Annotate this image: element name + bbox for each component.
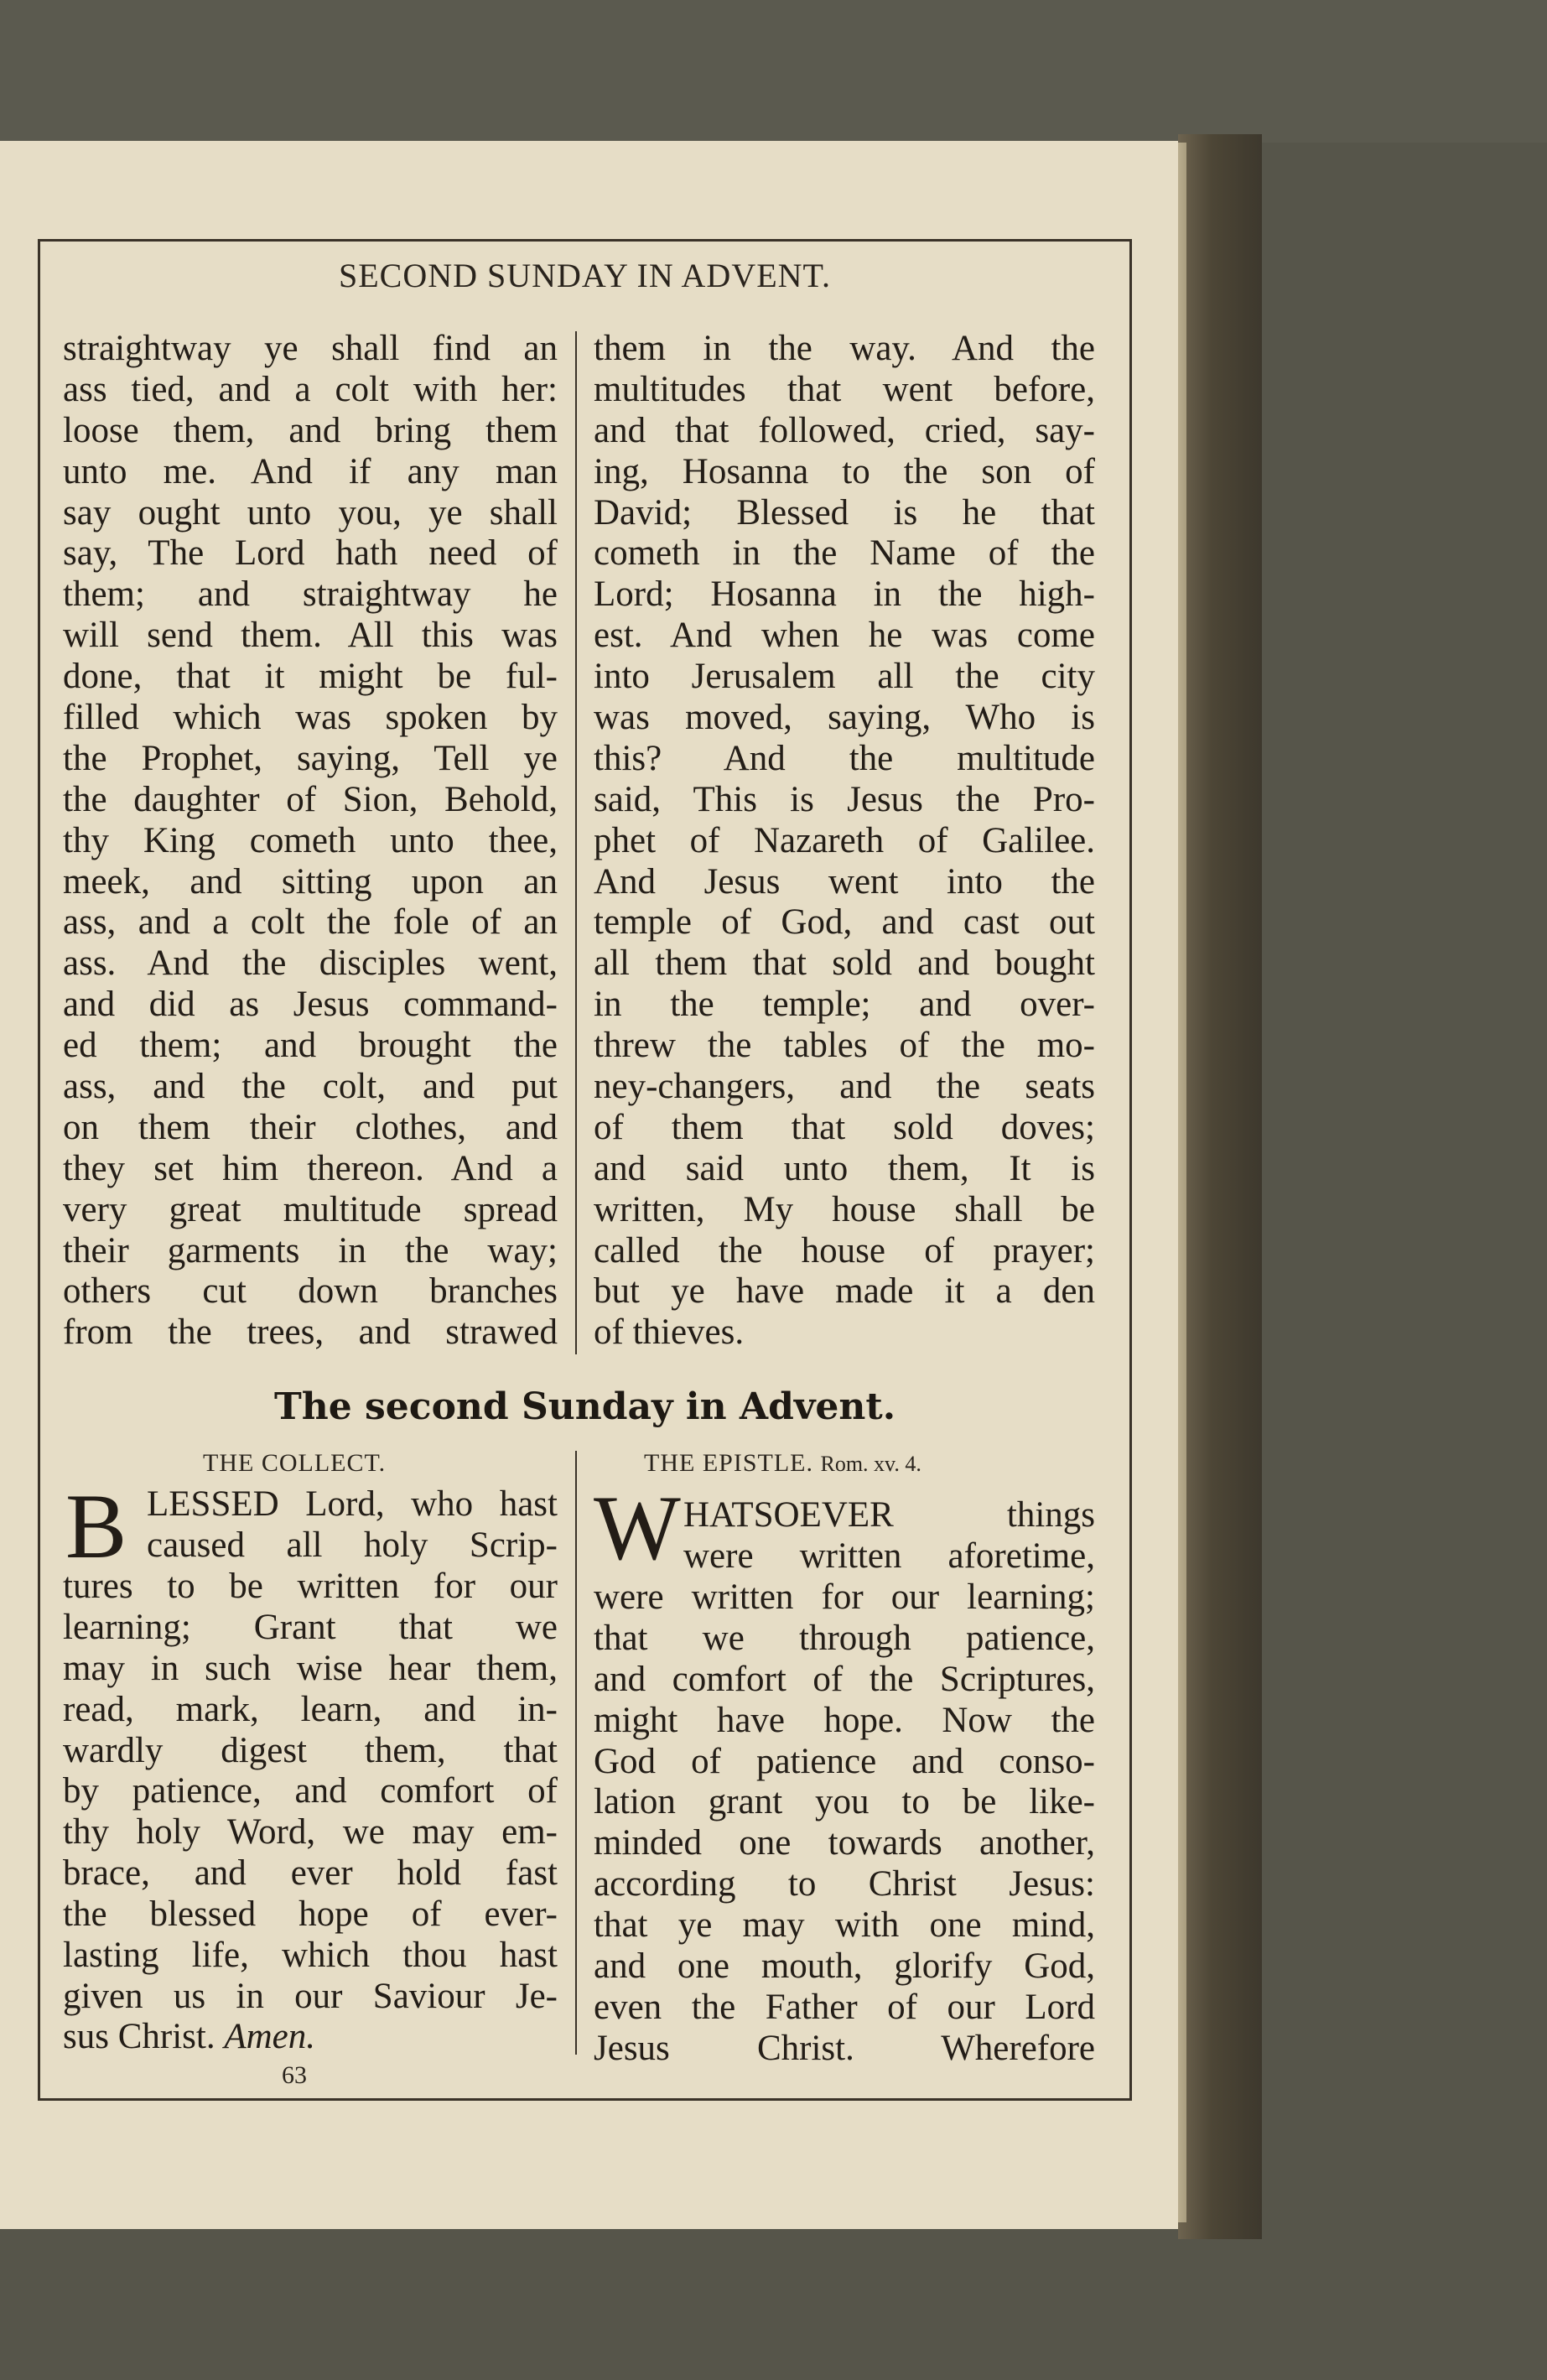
text-line: learning; Grant that we: [63, 1607, 558, 1647]
text-line: and one mouth, glorify God,: [594, 1946, 1095, 1987]
text-line: ass, and a colt the fole of an: [63, 902, 558, 943]
text-line: ass, and the colt, and put: [63, 1067, 558, 1107]
text-line: est. And when he was come: [594, 616, 1095, 656]
text-line: HATSOEVER things: [683, 1495, 1095, 1535]
text-line: this? And the multitude: [594, 738, 1095, 778]
text-line: even the Father of our Lord: [594, 1987, 1095, 2027]
text-line: was moved, saying, Who is: [594, 698, 1095, 738]
text-line: from the trees, and strawed: [63, 1312, 558, 1353]
text-line: thy King cometh unto thee,: [63, 820, 558, 860]
text-line: the daughter of Sion, Behold,: [63, 779, 558, 819]
text-line: said, This is Jesus the Pro-: [594, 779, 1095, 819]
text-line: ass. And the disciples went,: [63, 943, 558, 984]
text-line: ed them; and brought the: [63, 1026, 558, 1066]
text-line: say, The Lord hath need of: [63, 533, 558, 574]
text-line: and did as Jesus command-: [63, 985, 558, 1025]
text-line: their garments in the way;: [63, 1230, 558, 1271]
text-line: say ought unto you, ye shall: [63, 492, 558, 533]
epistle-label: [644, 1449, 921, 1478]
text-line: written, My house shall be: [594, 1189, 1095, 1229]
text-line: straightway ye shall find an: [63, 329, 558, 368]
gospel-right-column: [594, 329, 1095, 1354]
gospel-left-column: [63, 329, 558, 1354]
text-line: temple of God, and cast out: [594, 902, 1095, 943]
text-line: were written for our learning;: [594, 1577, 1095, 1617]
text-line: will send them. All this was: [63, 616, 558, 656]
text-line: LESSED Lord, who hast: [147, 1484, 558, 1524]
text-line: phet of Nazareth of Galilee.: [594, 820, 1095, 860]
text-line: the blessed hope of ever-: [63, 1894, 558, 1935]
text-line: brace, and ever hold fast: [63, 1853, 558, 1894]
text-line: lation grant you to be like-: [594, 1782, 1095, 1822]
text-line: And Jesus went into the: [594, 861, 1095, 902]
background-top: [0, 0, 1547, 143]
text-line: unto me. And if any man: [63, 451, 558, 491]
text-line: into Jerusalem all the city: [594, 657, 1095, 697]
text-line: lasting life, which thou hast: [63, 1936, 558, 1976]
text-line: that we through patience,: [594, 1618, 1095, 1658]
text-line: threw the tables of the mo-: [594, 1026, 1095, 1066]
collect-opening-lines: [147, 1484, 558, 1567]
text-line: and said unto them, It is: [594, 1148, 1095, 1188]
text-line: others cut down branches: [63, 1271, 558, 1312]
collect-label: THE COLLECT.: [203, 1449, 387, 1477]
text-line: wardly digest them, that: [63, 1730, 558, 1770]
collect-body: [63, 1567, 558, 2018]
text-line: on them their clothes, and: [63, 1107, 558, 1147]
text-line: cometh in the Name of the: [594, 533, 1095, 574]
collect-final-line: [63, 2017, 558, 2058]
text-line: in the temple; and over-: [594, 985, 1095, 1025]
text-line: filled which was spoken by: [63, 698, 558, 738]
text-line: multitudes that went before,: [594, 369, 1095, 409]
epistle-label-text: THE EPISTLE.: [644, 1449, 813, 1477]
text-line: Lord; Hosanna in the high-: [594, 574, 1095, 615]
text-line: loose them, and bring them: [63, 410, 558, 450]
text-line: were written aforetime,: [683, 1536, 1095, 1576]
text-line: ing, Hosanna to the son of: [594, 451, 1095, 491]
text-line: minded one towards another,: [594, 1823, 1095, 1863]
text-line: them; and straightway he: [63, 574, 558, 615]
text-line: may in such wise hear them,: [63, 1648, 558, 1688]
text-line: of thieves.: [594, 1312, 745, 1353]
text-line: ney-changers, and the seats: [594, 1067, 1095, 1107]
text-line: that ye may with one mind,: [594, 1905, 1095, 1946]
collect-dropcap: B: [65, 1475, 127, 1577]
epistle-body: [594, 1577, 1095, 2070]
epistle-opening-lines: [683, 1495, 1095, 1577]
collect-final-text: sus Christ.: [63, 2017, 215, 2056]
text-line: all them that sold and bought: [594, 943, 1095, 984]
text-line: they set him thereon. And a: [63, 1148, 558, 1188]
text-line: called the house of prayer;: [594, 1230, 1095, 1271]
text-line: the Prophet, saying, Tell ye: [63, 738, 558, 778]
running-head: SECOND SUNDAY IN ADVENT.: [339, 257, 831, 294]
epistle-dropcap: W: [594, 1477, 681, 1579]
text-line: thy holy Word, we may em-: [63, 1812, 558, 1853]
column-divider-bottom: [575, 1451, 577, 2055]
text-line: and that followed, cried, say-: [594, 410, 1095, 450]
text-line: them in the way. And the: [594, 329, 1095, 368]
text-line: tures to be written for our: [63, 1567, 558, 1606]
text-line: meek, and sitting upon an: [63, 861, 558, 902]
text-line: might have hope. Now the: [594, 1700, 1095, 1740]
text-line: and comfort of the Scriptures,: [594, 1659, 1095, 1699]
text-line: caused all holy Scrip-: [147, 1525, 558, 1565]
book-spine: [1178, 134, 1262, 2239]
text-line: ass tied, and a colt with her:: [63, 369, 558, 409]
text-line: read, mark, learn, and in-: [63, 1689, 558, 1729]
text-line: Jesus Christ. Wherefore: [594, 2028, 1095, 2068]
text-line: David; Blessed is he that: [594, 492, 1095, 533]
text-line: done, that it might be ful-: [63, 657, 558, 697]
column-divider-top: [575, 331, 577, 1354]
text-line: very great multitude spread: [63, 1189, 558, 1229]
epistle-reference: Rom. xv. 4.: [820, 1452, 921, 1476]
section-title: The second Sunday in Advent.: [273, 1385, 896, 1428]
text-line: by patience, and comfort of: [63, 1771, 558, 1811]
text-line: given us in our Saviour Je-: [63, 1976, 558, 2016]
text-line: of them that sold doves;: [594, 1107, 1095, 1147]
text-line: according to Christ Jesus:: [594, 1864, 1095, 1905]
text-line: but ye have made it a den: [594, 1271, 1095, 1312]
text-line: God of patience and conso-: [594, 1741, 1095, 1781]
page-number: 63: [282, 2061, 307, 2089]
amen-text: Amen.: [224, 2017, 316, 2056]
